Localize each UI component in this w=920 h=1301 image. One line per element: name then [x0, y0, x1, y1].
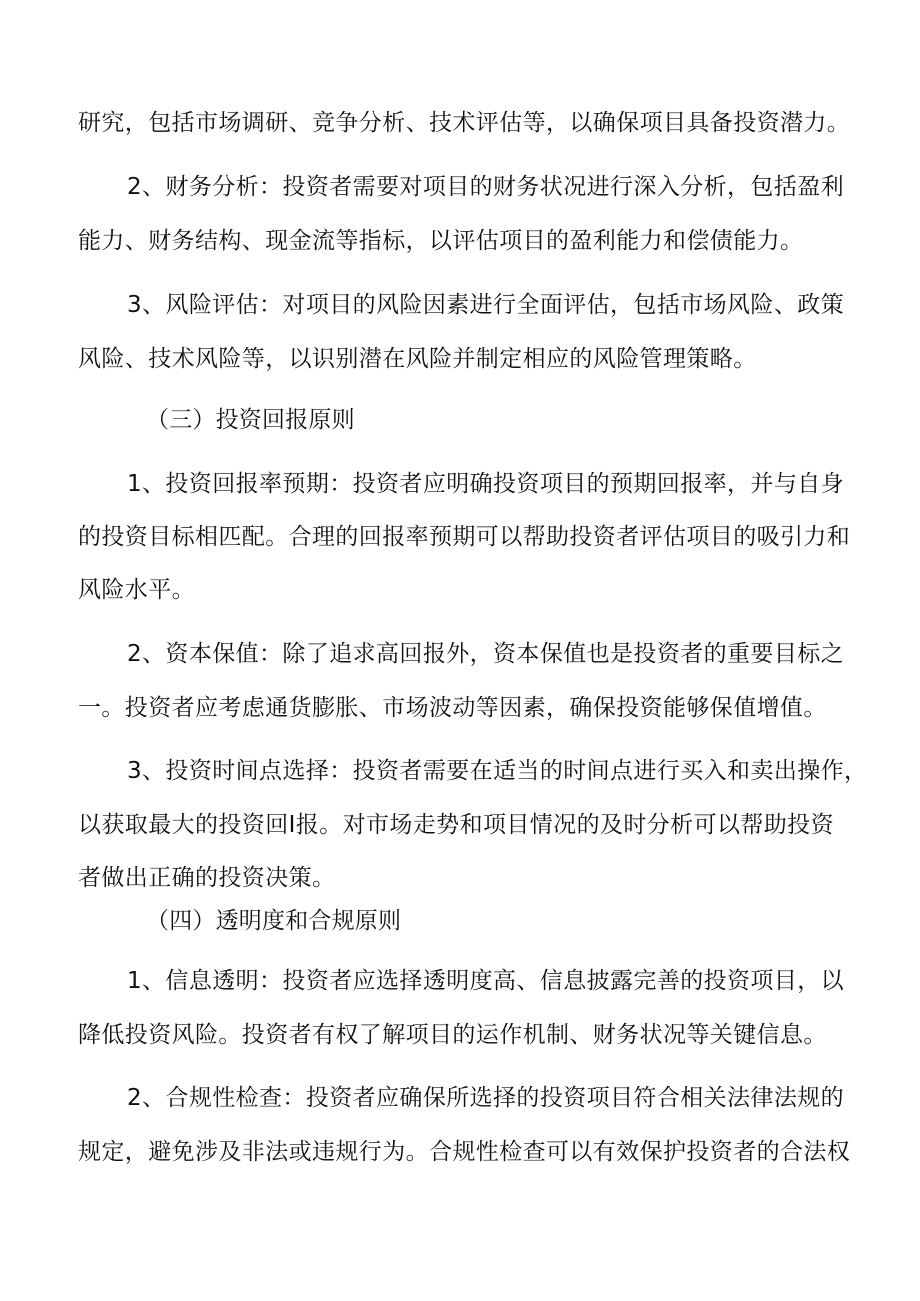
- text-line: 以获取最大的投资回I报。对市场走势和项目情况的及时分析可以帮助投资: [78, 812, 834, 838]
- text-line: 一。投资者应考虑通货膨胀、市场波动等因素，确保投资能够保值增值。: [78, 695, 827, 721]
- text-line: 风险水平。: [78, 577, 195, 603]
- section-heading: （四）透明度和合规原则: [146, 908, 402, 934]
- text-line: 3、投资时间点选择：投资者需要在适当的时间点进行买入和卖出操作，: [127, 758, 868, 784]
- text-line: 降低投资风险。投资者有权了解项目的运作机制、财务状况等关键信息。: [78, 1022, 827, 1048]
- text-line: 的投资目标相匹配。合理的回报率预期可以帮助投资者评估项目的吸引力和: [78, 524, 851, 550]
- text-line: 研究，包括市场调研、竞争分析、技术评估等，以确保项目具备投资潜力。: [78, 110, 851, 136]
- text-line: 能力、财务结构、现金流等指标，以评估项目的盈利能力和偿债能力。: [78, 228, 804, 254]
- text-line: 规定，避免涉及非法或违规行为。合规性检查可以有效保护投资者的合法权: [78, 1139, 851, 1165]
- text-line: 3、风险评估：对项目的风险因素进行全面评估，包括市场风险、政策: [127, 292, 845, 318]
- text-line: 2、财务分析：投资者需要对项目的财务状况进行深入分析，包括盈利: [127, 174, 845, 200]
- text-line: 1、投资回报率预期：投资者应明确投资项目的预期回报率，并与自身: [127, 471, 845, 497]
- text-line: 风险、技术风险等，以识别潜在风险并制定相应的风险管理策略。: [78, 346, 757, 372]
- section-heading: （三）投资回报原则: [146, 407, 355, 433]
- text-line: 1、信息透明：投资者应选择透明度高、信息披露完善的投资项目，以: [127, 968, 845, 994]
- text-line: 者做出正确的投资决策。: [78, 865, 336, 891]
- text-line: 2、合规性检查：投资者应确保所选择的投资项目符合相关法律法规的: [127, 1085, 845, 1111]
- text-line: 2、资本保值：除了追求高回报外，资本保值也是投资者的重要目标之: [127, 641, 845, 667]
